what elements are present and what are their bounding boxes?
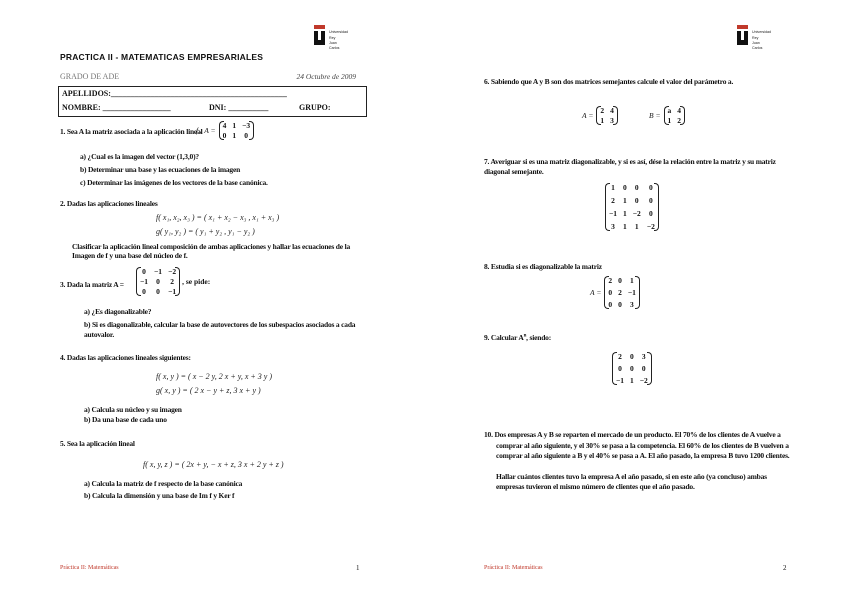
matrix [605,183,659,231]
question-7-matrix [605,183,659,231]
matrix [612,352,652,385]
matrix-cell: a [667,106,672,115]
matrix-cell: 2 [618,352,622,361]
matrix-cell: 0 [634,196,639,205]
question-5: 5. Sea la aplicación lineal [60,439,135,448]
exponent: n [523,333,527,339]
matrix-cell: 0 [634,183,639,192]
footer-text: Práctica II: Matemáticas [484,565,543,571]
matrix-cell: 0 [630,364,634,373]
function-g: g( x, y ) = ( 2 x − y + z, 3 x + y ) [156,386,261,395]
question-9-text: 9. Calcular A [484,333,524,342]
dni-field: DNI: __________ [209,103,269,112]
matrix-cell: 3 [630,300,634,309]
matrix-cell: 1 [623,222,627,231]
question-5b: b) Calcula la dimensión y una base de Im f y Ker f [84,491,235,500]
matrix-cell: −1 [168,287,177,296]
page-title: PRACTICA II - MATEMATICAS EMPRESARIALES [60,52,264,62]
matrix-cell: 1 [623,209,627,218]
question-3-matrix [136,267,210,296]
matrix-cell: 3 [610,116,614,125]
logo-text-line1: Universidad [329,30,348,34]
apellidos-field: APELLIDOS:____________________________________________ [62,89,287,98]
page-number: 1 [356,564,360,572]
function-f: f( x₁, x₂, x₃ ) = ( x₁ + x₂ − x₃ , x₁ + x₃ ) [156,213,280,222]
matrix-label: f : A = [196,126,216,135]
matrix-cell: 1 [232,131,237,140]
matrix-cell: 0 [142,267,146,276]
matrix-cell: −2 [632,209,641,218]
question-9 [484,333,551,342]
matrix-cell: 2 [618,288,622,297]
logo-text-line2: Rey Juan Carlos [752,36,763,50]
footer-text: Práctica II: Matemáticas [60,565,119,571]
matrix-cell: 0 [222,131,227,140]
function-f: f( x, y, z ) = ( 2x + y, − x + z, 3 x + 2 y + z ) [143,460,284,469]
matrix-A [219,121,255,140]
matrix-cell: 0 [608,300,613,309]
matrix-cell: 0 [648,183,653,192]
matrix-cell: 1 [667,116,672,125]
matrix-cell: 1 [600,116,605,125]
logo-text-line2: Rey Juan Carlos [329,36,340,50]
grupo-field: GRUPO: [299,103,331,112]
matrix-cell: −2 [639,376,648,385]
matrix-cell: 0 [156,277,160,286]
page-2 [424,0,848,599]
question-4a: a) Calcula su núcleo y su imagen [84,405,182,414]
matrix-cell: 2 [600,106,605,115]
question-1b: b) Determinar una base y las ecuaciones de la imagen [80,165,241,174]
question-3: 3. Dada la matriz A = [60,280,124,289]
matrix-cell: 0 [618,276,622,285]
matrix-B-container [649,106,685,125]
matrix-cell: 1 [611,183,615,192]
matrix-cell: 4 [677,106,682,115]
matrix-cell: 0 [618,364,622,373]
matrix-cell: 3 [641,352,646,361]
matrix-cell: 0 [641,364,646,373]
matrix-cell: 2 [611,196,615,205]
question-10-text: Hallar cuántos clientes tuvo la empresa A el año pasado, si en este año (ya concluso) ambas empresas tuvieron el mismo número de clientes que el año pasado. [496,472,767,491]
matrix-cell: 0 [608,288,613,297]
matrix-cell: 0 [623,183,627,192]
question-1c: c) Determinar las imágenes de los vectores de la base canónica. [80,178,268,187]
question-9-matrix [612,352,652,385]
matrix-cell: −2 [168,267,177,276]
matrix-cell: 0 [156,287,160,296]
question-1-matrix [196,121,254,140]
question-2: 2. Dadas las aplicaciones lineales [60,199,158,208]
matrix-cell: 2 [170,277,174,286]
matrix-cell: 1 [630,376,634,385]
matrix-cell: −1 [616,376,625,385]
question-1a: a) ¿Cual es la imagen del vector (1,3,0)? [80,152,199,161]
matrix-cell: 4 [610,106,614,115]
question-3b: b) Si es diagonalizable, calcular la base de autovectores de los subespacios asociados a cada autovalor. [84,320,356,339]
function-f: f( x, y ) = ( x − 2 y, 2 x + y, x + 3 y ) [156,372,272,381]
question-2-text: Clasificar la aplicación lineal composición de ambas aplicaciones y hallar las ecuaciones de la Imagen de f y una base del núcleo de f. [72,242,351,260]
matrix-cell: −1 [627,288,636,297]
matrix-cell: 1 [623,196,627,205]
matrix-cell: 4 [222,121,227,130]
matrix-cell: −1 [154,267,163,276]
question-8-matrix [590,276,640,309]
matrix-A-container [582,106,618,125]
urjc-logo-icon [313,25,326,46]
matrix-cell: 0 [142,287,146,296]
question-5a: a) Calcula la matriz de f respecto de la base canónica [84,479,243,488]
matrix-cell: 3 [611,222,615,231]
matrix-B [664,106,686,125]
matrix-cell: 1 [232,121,237,130]
matrix-suffix: , se pide: [182,277,211,286]
matrix-cell: 0 [618,300,622,309]
student-info-box [58,86,367,117]
matrix-cell: 2 [677,116,682,125]
question-6: 6. Sabiendo que A y B son dos matrices semejantes calcule el valor del parámetro a. [484,77,734,86]
question-10: 10. Dos empresas A y B se reparten el mercado de un producto. El 70% de los clientes de A vuelve a comprar al año siguiente, y el 30% se pasa a la competencia. El 60% de los clientes de B vuelven a comprar al año siguiente a B y el 40% se pasa a A. El año pasado, la empresa B tuvo 1200 clientes. [484,430,790,460]
question-8: 8. Estudia si es diagonalizable la matriz [484,262,602,271]
question-4b: b) Da una base de cada uno [84,415,167,424]
matrix-A [596,106,618,125]
matrix-cell: 1 [630,276,634,285]
function-g: g( y₁, y₂ ) = ( y₁ + y₂ , y₁ − y₂ ) [156,227,255,236]
matrix-cell: 0 [648,196,653,205]
question-3a: a) ¿Es diagonalizable? [84,307,152,316]
matrix-cell: 2 [608,276,613,285]
matrix-label: A = [582,111,594,120]
question-7: 7. Averiguar si es una matriz diagonalizable, y si es así, dése la relación entre la matriz y su matriz diagonal semejante. [484,157,776,176]
page-number: 2 [783,564,787,572]
logo-text-line1: Universidad [752,30,771,34]
question-4: 4. Dadas las aplicaciones lineales siguientes: [60,353,191,362]
question-9-text-end: , siendo: [526,333,552,342]
urjc-logo-icon [736,25,749,46]
matrix-cell: −1 [609,209,618,218]
matrix-cell: 1 [634,222,639,231]
matrix-A [604,276,640,309]
date: 24 Octubre de 2009 [296,72,356,81]
degree-label: GRADO DE ADE [60,72,120,81]
matrix-cell: −3 [242,121,251,130]
matrix-A [136,267,180,296]
matrix-cell: −1 [140,277,149,286]
matrix-label: B = [649,111,661,120]
nombre-field: NOMBRE: _________________ [62,103,171,112]
matrix-cell: −2 [646,222,655,231]
question-1: 1. Sea A la matriz asociada a la aplicación lineal [60,127,203,136]
matrix-cell: 0 [648,209,653,218]
matrix-cell: 0 [630,352,634,361]
matrix-label: A = [590,288,602,297]
matrix-cell: 0 [244,131,248,140]
